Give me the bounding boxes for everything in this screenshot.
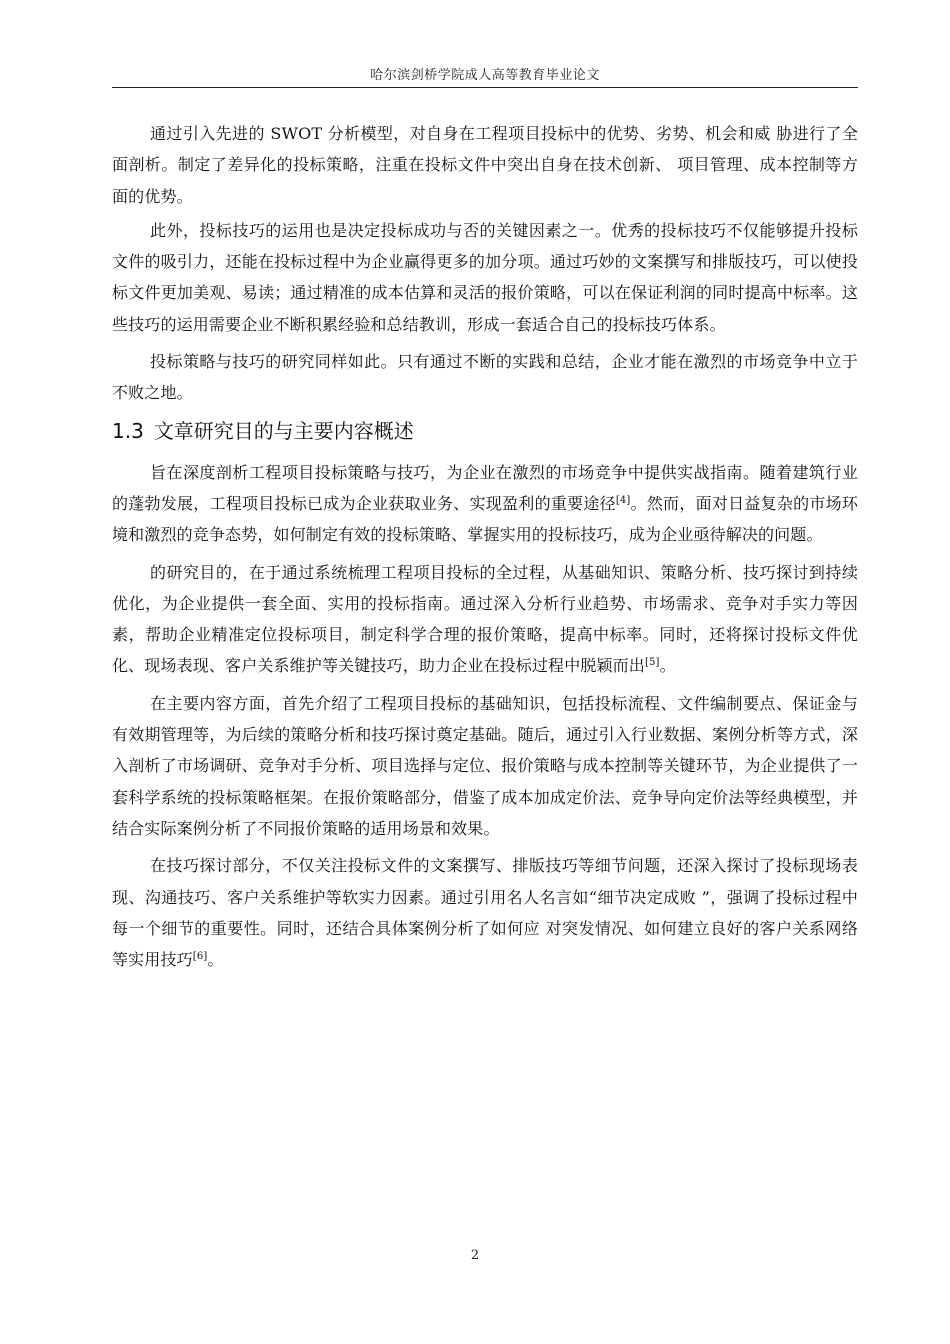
page-body <box>112 118 858 981</box>
paragraph-text: 。然而，面对日益复杂的市场环境和激烈的竞争态势，如何制定有效的投标策略、掌握实用的投标技巧，成为企业亟待解决的问题。 <box>112 493 858 545</box>
running-header: 哈尔滨剑桥学院成人高等教育毕业论文 <box>370 68 600 83</box>
paragraph-text: 的研究目的，在于通过系统梳理工程项目投标的全过程，从基础知识、策略分析、技巧探讨到持续优化，为企业提供一套全面、实用的投标指南。通过深入分析行业趋势、市场需求、竞争对手实力等因素，帮助企业精准定位投标项目，制定科学合理的报价策略，提高中标率。同时，还将探讨投标文件优化、现场表现、客户关系维护等关键技巧，助力企业在投标过程中脱颖而出 <box>112 562 858 676</box>
section-title: 文章研究目的与主要内容概述 <box>153 418 414 443</box>
paragraph-purpose-intro <box>112 457 858 551</box>
header-divider <box>112 87 858 88</box>
paragraph-text: 旨在深度剖析工程项目投标策略与技巧，为企业在激烈的市场竞争中提供实战指南。随着建筑行业的蓬勃发展，工程项目投标已成为企业获取业务、实现盈利的重要途径 <box>112 462 858 513</box>
paragraph-text: 在技巧探讨部分，不仅关注投标文件的文案撰写、排版技巧等细节问题，还深入探讨了投标现场表现、沟通技巧、客户关系维护等软实力因素。通过引用名人名言如“细节决定成败 ”，强调了投标过程中每一个细节的重要性。同时，还结合具体案例分析了如何应 对突发情况、如何建立良好的客户关系网络等实用技巧 <box>112 856 858 970</box>
page-number: 2 <box>470 1248 480 1263</box>
paragraph-swot: 通过引入先进的 SWOT 分析模型，对自身在工程项目投标中的优势、劣势、机会和威 胁进行了全面剖析。制定了差异化的投标策略，注重在投标文件中突出自身在技术创新、 项目管理、成本控制等方面的优势。 <box>112 124 858 206</box>
paragraph-research-goal <box>112 557 858 682</box>
citation-ref: [6] <box>192 951 208 963</box>
paragraph-skills-discussion <box>112 850 858 975</box>
paragraph-main-content: 在主要内容方面，首先介绍了工程项目投标的基础知识，包括投标流程、文件编制要点、保证金与有效期管理等，为后续的策略分析和技巧探讨奠定基础。随后，通过引入行业数据、案例分析等方式，深入剖析了市场调研、竞争对手分析、项目选择与定位、报价策略与成本控制等关键环节，为企业提供了一套科学系统的投标策略框架。在报价策略部分，借鉴了成本加成定价法、竞争导向定价法等经典模型，并结合实际案例分析了不同报价策略的适用场景和效果。 <box>112 693 858 838</box>
section-heading <box>112 415 858 447</box>
paragraph-bidding-skills: 此外，投标技巧的运用也是决定投标成功与否的关键因素之一。优秀的投标技巧不仅能够提升投标文件的吸引力，还能在投标过程中为企业赢得更多的加分项。通过巧妙的文案撰写和排版技巧，可以使投标文件更加美观、易读；通过精准的成本估算和灵活的报价策略，可以在保证利润的同时提高中标率。这些技巧的运用需要企业不断积累经验和总结教训，形成一套适合自己的投标技巧体系。 <box>112 220 858 334</box>
section-number: 1.3 <box>112 418 144 443</box>
paragraph-strategy-research: 投标策略与技巧的研究同样如此。只有通过不断的实践和总结，企业才能在激烈的市场竞争中立于不败之地。 <box>112 352 858 403</box>
citation-ref: [4] <box>615 494 631 506</box>
citation-ref: [5] <box>644 657 660 669</box>
paragraph-text: 。 <box>659 656 676 676</box>
paragraph-text: 。 <box>207 950 224 970</box>
